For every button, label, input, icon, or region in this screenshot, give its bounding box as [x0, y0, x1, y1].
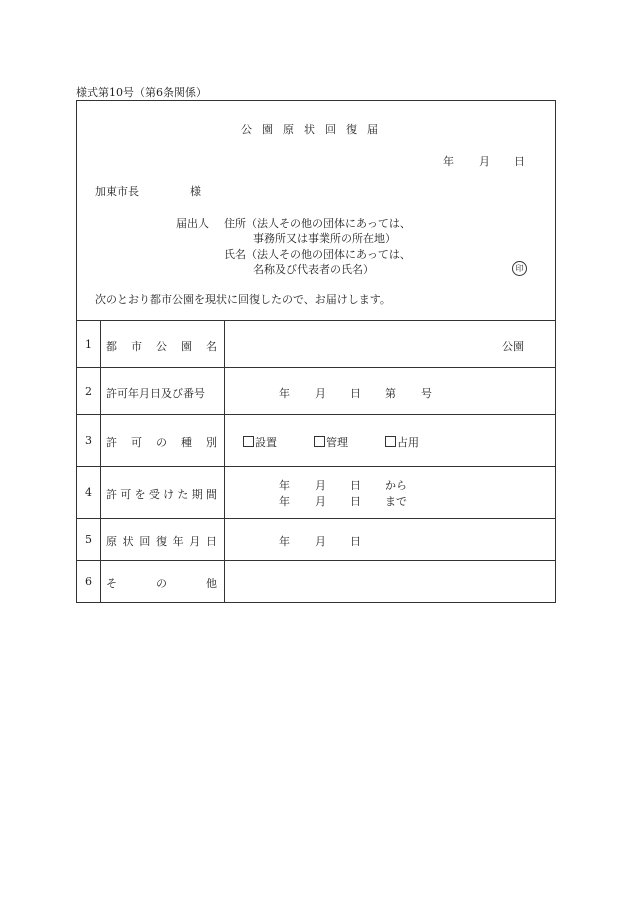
column-divider	[224, 320, 225, 603]
addressee-honorific: 様	[190, 185, 201, 198]
row-number: 5	[85, 533, 92, 546]
permit-no-suffix: 号	[421, 387, 432, 400]
to-month: 月	[315, 495, 326, 508]
option-occupy[interactable]: 占用	[385, 434, 419, 450]
option-manage[interactable]: 管理	[314, 434, 348, 450]
restore-day: 日	[350, 535, 361, 548]
intro-text: 次のとおり都市公園を現状に回復したので、お届けします。	[95, 293, 391, 306]
restore-year: 年	[279, 535, 290, 548]
applicant-label: 届出人	[176, 217, 209, 230]
title-char: 園	[262, 123, 273, 136]
permit-day: 日	[350, 387, 361, 400]
checkbox-icon[interactable]	[243, 436, 254, 447]
row-divider	[76, 466, 556, 467]
row-label: そ の 他	[106, 577, 217, 590]
row-label: 許 可 を 受 け た 期 間	[106, 488, 217, 501]
from-month: 月	[315, 479, 326, 492]
row-label: 原 状 回 復 年 月 日	[106, 535, 217, 548]
row-number: 1	[85, 338, 92, 351]
checkbox-icon[interactable]	[385, 436, 396, 447]
restore-month: 月	[315, 535, 326, 548]
title-char: 復	[346, 123, 357, 136]
addressee-name: 加東市長	[95, 185, 139, 198]
row-number: 2	[85, 385, 92, 398]
address-label: 住所（法人その他の団体にあっては、	[224, 217, 411, 230]
park-suffix: 公園	[502, 340, 524, 353]
to-year: 年	[279, 495, 290, 508]
title-char: 原	[283, 123, 294, 136]
date-day: 日	[514, 155, 525, 168]
to-suffix: まで	[385, 495, 407, 508]
option-install[interactable]: 設置	[243, 434, 277, 450]
title-char: 状	[304, 123, 315, 136]
from-year: 年	[279, 479, 290, 492]
form-title	[236, 121, 383, 137]
title-char: 公	[241, 123, 252, 136]
seal-mark: 印	[512, 261, 527, 276]
name-label: 氏名（法人その他の団体にあっては、	[224, 248, 411, 261]
name-label-2: 名称及び代表者の氏名）	[253, 263, 374, 276]
row-label: 都 市 公 園 名	[106, 340, 217, 353]
row-divider	[76, 320, 556, 321]
row-label: 許可年月日及び番号	[106, 387, 205, 400]
address-label-2: 事務所又は事業所の所在地）	[253, 232, 396, 245]
row-number: 4	[85, 486, 92, 499]
row-number: 3	[85, 434, 92, 447]
form-number: 様式第10号（第6条関係）	[76, 86, 207, 99]
row-label: 許 可 の 種 別	[106, 436, 217, 449]
permit-no-prefix: 第	[385, 387, 396, 400]
row-divider	[76, 518, 556, 519]
checkbox-icon[interactable]	[314, 436, 325, 447]
title-char: 回	[325, 123, 336, 136]
to-day: 日	[350, 495, 361, 508]
permit-month: 月	[315, 387, 326, 400]
column-divider	[100, 320, 101, 603]
row-divider	[76, 414, 556, 415]
row-divider	[76, 560, 556, 561]
date-year: 年	[443, 155, 454, 168]
from-suffix: から	[385, 479, 407, 492]
title-char: 届	[367, 123, 378, 136]
row-divider	[76, 367, 556, 368]
from-day: 日	[350, 479, 361, 492]
row-number: 6	[85, 575, 92, 588]
permit-year: 年	[279, 387, 290, 400]
date-month: 月	[479, 155, 490, 168]
